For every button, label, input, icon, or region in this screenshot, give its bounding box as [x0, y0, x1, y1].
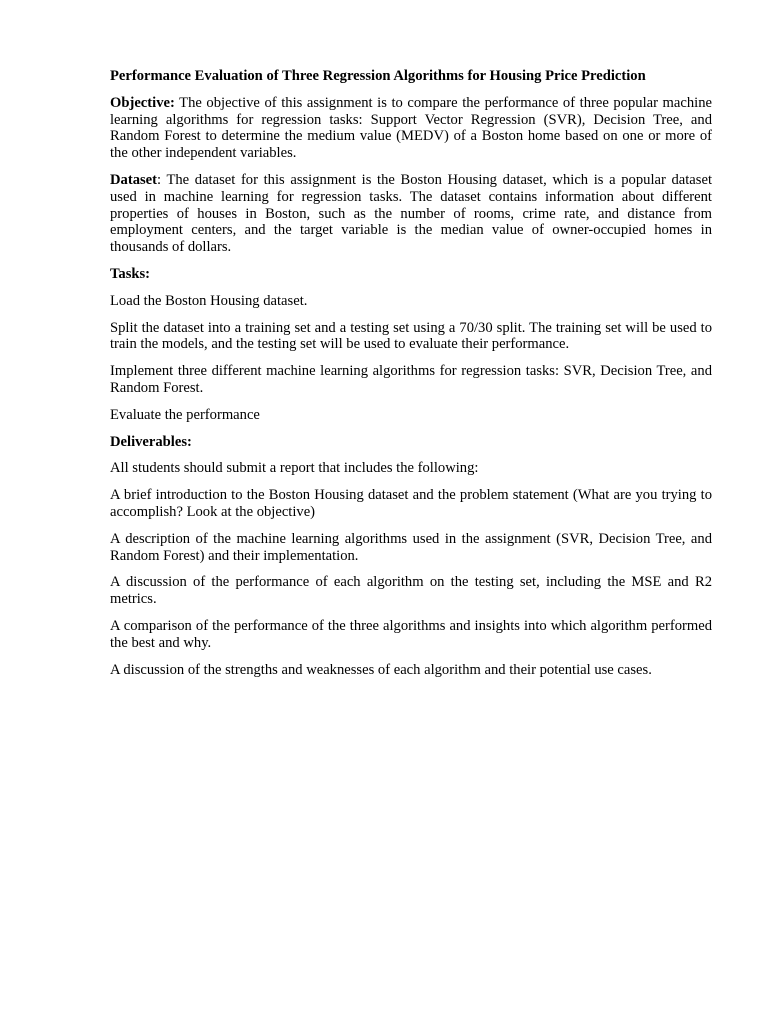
objective-text: The objective of this assignment is to compare the performance of three popular machine learning algorithms for regression tasks: Support Vector Regression (SVR), Decision Tree, and Random Forest to determine the medium value (MEDV) of a Boston home based on one or more of the other independent variables.	[110, 94, 712, 162]
task-item: Implement three different machine learning algorithms for regression tasks: SVR, Decision Tree, and Random Forest.	[110, 363, 712, 396]
document-title: Performance Evaluation of Three Regression Algorithms for Housing Price Prediction	[110, 68, 646, 84]
deliverable-item: A brief introduction to the Boston Housing dataset and the problem statement (What are you trying to accomplish? Look at the objective)	[110, 487, 712, 520]
task-item: Load the Boston Housing dataset.	[110, 292, 308, 309]
deliverables-heading: Deliverables:	[110, 433, 192, 450]
tasks-heading: Tasks:	[110, 265, 151, 282]
deliverable-item: A discussion of the performance of each algorithm on the testing set, including the MSE and R2 metrics.	[110, 574, 712, 608]
deliverables-intro: All students should submit a report that includes the following:	[110, 460, 479, 477]
objective-label: Objective:	[110, 94, 175, 111]
dataset-text: : The dataset for this assignment is the Boston Housing dataset, which is a popular dataset used in machine learning for regression tasks. The dataset contains information about different properties of houses in Boston, such as the number of rooms, crime rate, and distance from employment centers, and the target variable is the median value of owner-occupied homes in thousands of dollars.	[110, 171, 712, 256]
document-page	[110, 68, 712, 688]
task-item: Evaluate the performance	[110, 406, 260, 423]
deliverable-item: A comparison of the performance of the three algorithms and insights into which algorithm performed the best and why.	[110, 617, 712, 651]
dataset-paragraph	[110, 172, 712, 256]
dataset-label: Dataset	[110, 171, 158, 188]
task-item: Split the dataset into a training set and a testing set using a 70/30 split. The training set will be used to train the models, and the testing set will be used to evaluate their performance.	[110, 319, 712, 353]
objective-paragraph	[110, 95, 712, 162]
deliverable-item: A description of the machine learning algorithms used in the assignment (SVR, Decision Tree, and Random Forest) and their implementation.	[110, 530, 712, 564]
deliverable-item: A discussion of the strengths and weaknesses of each algorithm and their potential use cases.	[110, 661, 652, 678]
